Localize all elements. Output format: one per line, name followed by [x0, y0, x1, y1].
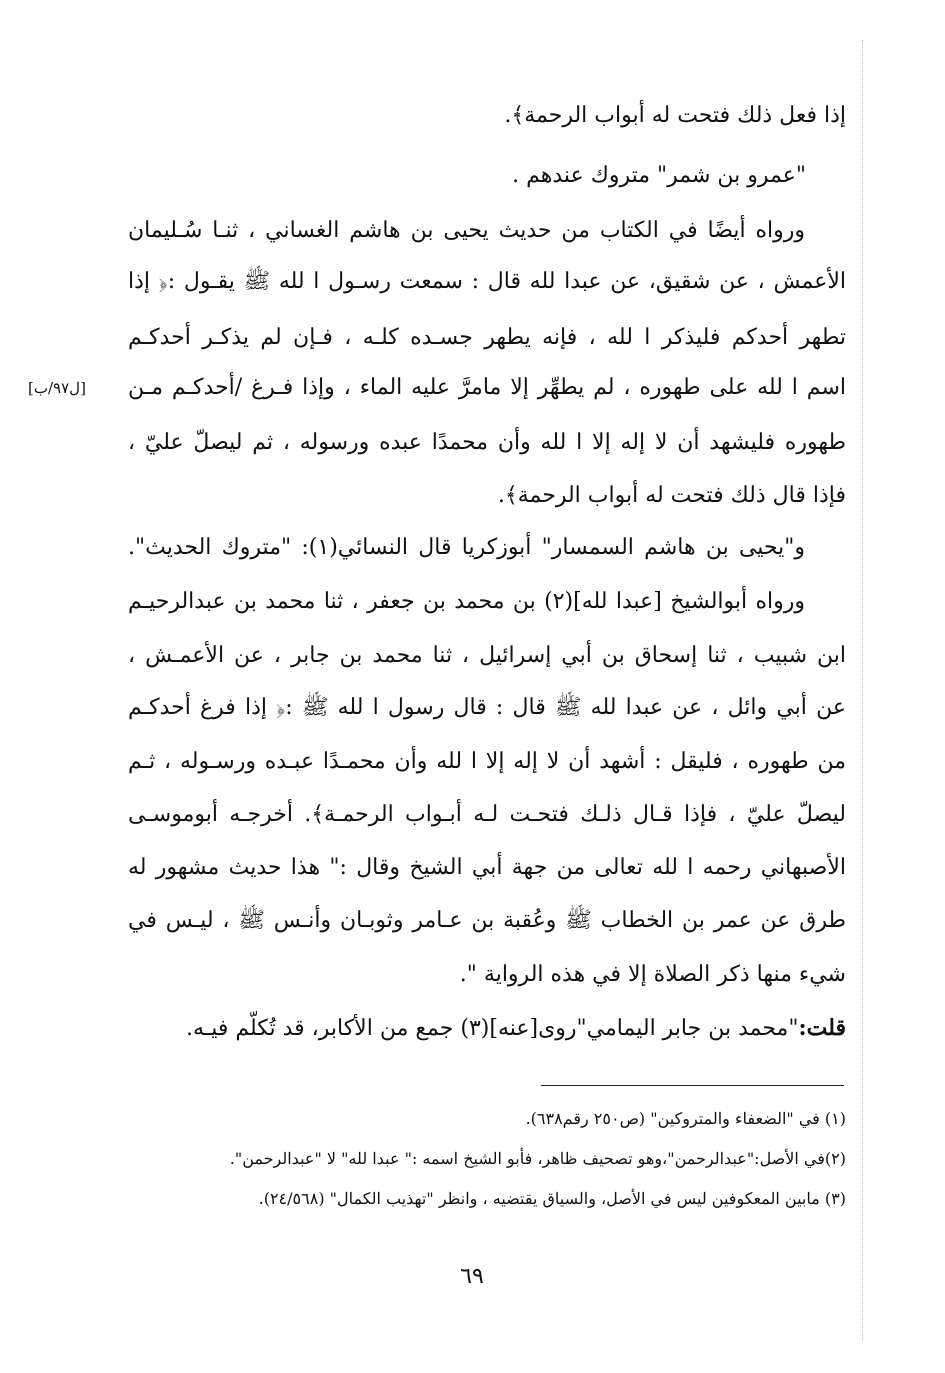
text-line-3: ورواه أيضًا في الكتاب من حديث يحيى بن هاشم الغساني ، ثنـا سُـليمان: [128, 218, 805, 243]
qultu-lead: قلت:: [798, 1015, 846, 1041]
footnote-3: (٣) مابين المعكوفين ليس في الأصل، والسياق يقتضيه ، وانظر "تهذيب الكمال" (٢٤/٥٦٨).: [258, 1189, 846, 1208]
text-line-10: ورواه أبوالشيخ [عبدا لله](٢) بن محمد بن جعفر ، ثنا محمد بن عبدالرحيـم: [128, 589, 805, 614]
text-line-16: طرق عن عمر بن الخطاب ﷺ وعُقبة بن عـامر وثوبـان وأنـس ﷺ ، ليـس في: [128, 908, 846, 933]
margin-rule: [862, 40, 863, 1340]
text-line-1: إذا فعل ذلك فتحت له أبواب الرحمة﴾.: [504, 103, 846, 128]
footnote-separator: [541, 1085, 844, 1086]
text-line-13: من طهوره ، فليقل : أشهد أن لا إله إلا ا لله وأن محمـدًا عبـده ورسـوله ، ثـم: [128, 749, 846, 774]
manuscript-folio-note: [ل٩٧/ب]: [28, 379, 86, 397]
text-line-15: الأصبهاني رحمه ا لله تعالى من جهة أبي الشيخ وقال :" هذا حديث مشهور له: [128, 855, 846, 880]
text-line-7: طهوره فليشهد أن لا إله إلا ا لله وأن محمدًا عبده ورسوله ، ثم ليصلّ عليّ ،: [128, 430, 846, 455]
text-line-18: [128, 1008, 846, 1048]
footnote-1: (١) في "الضعفاء والمتروكين" (ص٢٥٠ رقم٦٣٨).: [525, 1109, 846, 1128]
page-number: ٦٩: [460, 1264, 484, 1289]
text-line-12: عن أبي وائل ، عن عبدا لله ﷺ قال : قال رسول ا لله ﷺ :﴿ إذا فرغ أحدكـم: [128, 695, 846, 720]
text-line-4: الأعمش ، عن شقيق، عن عبدا لله قال : سمعت رسـول ا لله ﷺ يقـول :﴿ إذا: [128, 269, 846, 294]
footnote-2: (٢)في الأصل:"عبدالرحمن"،وهو تصحيف ظاهر، فأبو الشيخ اسمه :" عبدا لله" لا "عبدالرحمن".: [229, 1149, 846, 1168]
text-line-17: شيء منها ذكر الصلاة إلا في هذه الرواية ".: [459, 962, 846, 987]
text-line-6: اسم ا لله على طهوره ، لم يطهِّر إلا مامرَّ عليه الماء ، وإذا فـرغ /أحدكـم مـن: [128, 375, 846, 400]
text-line-8: فإذا قال ذلك فتحت له أبواب الرحمة﴾.: [497, 483, 846, 508]
text-line-18-body: "محمد بن جابر اليمامي"روى[عنه](٣) جمع من الأكابر، قد تُكلّم فيـه.: [186, 1016, 799, 1041]
text-line-14: ليصلّ عليّ ، فإذا قـال ذلـك فتحـت لـه أبـواب الرحمـة﴾. أخرجـه أبوموسـى: [128, 802, 846, 827]
text-line-2: "عمرو بن شمر" متروك عندهم .: [512, 163, 806, 188]
text-line-5: تطهر أحدكم فليذكر ا لله ، فإنه يطهر جسـده كلـه ، فـإن لم يذكـر أحدكـم: [128, 325, 846, 350]
text-line-11: ابن شبيب ، ثنا إسحاق بن أبي إسرائيل ، ثنا محمد بن جابر ، عن الأعمـش ،: [128, 643, 846, 668]
text-line-9: و"يحيى بن هاشم السمسار" أبوزكريا قال النسائي(١): "متروك الحديث".: [128, 535, 805, 560]
